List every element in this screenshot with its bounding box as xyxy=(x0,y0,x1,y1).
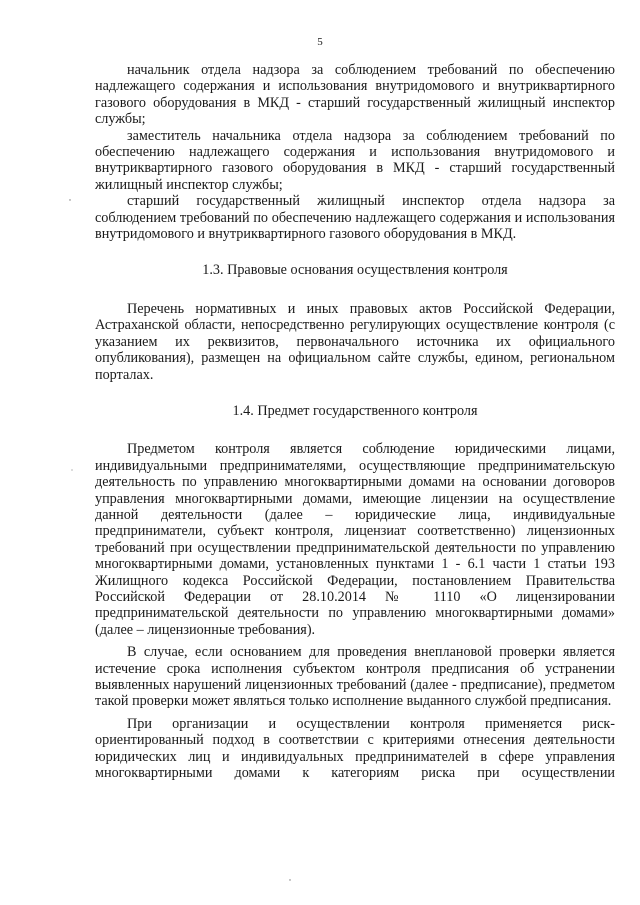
scan-speck xyxy=(71,469,72,470)
scan-speck xyxy=(69,199,70,200)
paragraph: В случае, если основанием для проведения внеплановой проверки является истечение срока исполнения субъектом контроля предписания об устранении выявленных нарушений лицензионных требований (далее - предписание), предметом такой проверки может являться только исполнение выданного службой предписания. xyxy=(95,644,615,710)
staff-item: начальник отдела надзора за соблюдением требований по обеспечению надлежащего содержания и использования внутридомового и внутриквартирного газового оборудования в МКД - старший государственный жилищный инспектор службы; xyxy=(95,62,615,128)
section-heading: 1.4. Предмет государственного контроля xyxy=(232,402,478,419)
section-1-4 xyxy=(95,403,615,782)
section-heading: 1.3. Правовые основания осуществления контроля xyxy=(202,262,508,279)
staff-list xyxy=(95,62,615,242)
paragraph: Перечень нормативных и иных правовых актов Российской Федерации, Астраханской области, непосредственно регулирующих осуществление контроля (с указанием их реквизитов, первоначального источника их официального опубликования), размещен на официальном сайте службы, едином, региональном порталах. xyxy=(95,300,615,383)
staff-item: старший государственный жилищный инспектор отдела надзора за соблюдением требований по обеспечению надлежащего содержания и использования внутридомового и внутриквартирного газового оборудования в МКД. xyxy=(95,193,615,243)
paragraph: При организации и осуществлении контроля применяется риск-ориентированный подход в соответствии с критериями отнесения деятельности юридических лиц и индивидуальных предпринимателей в сфере управления многоквартирными домами к категориям риска при осуществлении xyxy=(95,715,615,782)
staff-item: заместитель начальника отдела надзора за соблюдением требований по обеспечению надлежащего содержания и использования внутридомового и внутриквартирного газового оборудования в МКД - старший государственный жилищный инспектор службы; xyxy=(95,127,615,193)
section-1-3 xyxy=(95,262,615,382)
paragraph: Предметом контроля является соблюдение юридическими лицами, индивидуальными предпринимателями, осуществляющие предпринимательскую деятельность по управлению многоквартирными домами на основании договоров управления многоквартирными домами, имеющие лицензии на осуществление данной деятельности (далее – юридические лица, индивидуальные предприниматели, субъект контроля, лицензиат соответственно) лицензионных требований при осуществлении предпринимательской деятельности по управлению многоквартирными домами, установленных пунктами 1 - 6.1 части 1 статьи 193 Жилищного кодекса Российской Федерации, постановлением Правительства Российской Федерации от 28.10.2014 № 1110 «О лицензировании предпринимательской деятельности по управлению многоквартирными домами» (далее – лицензионные требования). xyxy=(95,441,615,638)
page-number: 5 xyxy=(317,36,323,48)
document-body xyxy=(95,62,615,781)
scan-speck xyxy=(289,879,290,880)
